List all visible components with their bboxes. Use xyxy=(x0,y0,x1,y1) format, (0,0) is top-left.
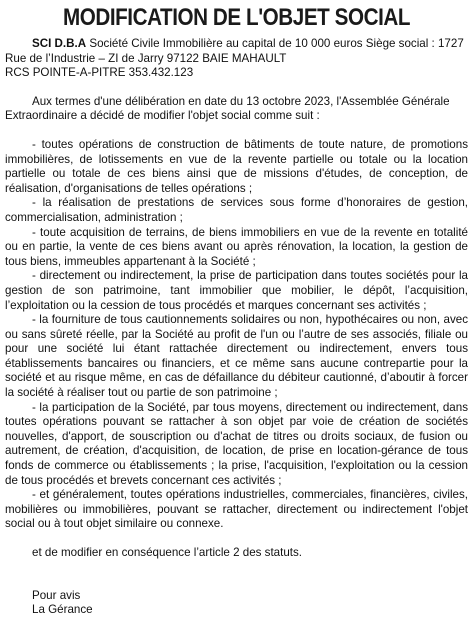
intro-paragraph: Aux termes d'une délibération en date du 13 octobre 2023, l'Assemblée Générale Extraordinaire a décidé de modifier l'objet social comme suit : xyxy=(5,94,450,123)
object-item: - et généralement, toutes opérations industrielles, commerciales, financières, civiles, mobilières ou immobilières, pouvant se rattacher, directement ou indirectement l'objet social ou à tout objet similaire ou connexe. xyxy=(5,488,468,531)
notice-title: MODIFICATION DE L'OBJET SOCIAL xyxy=(62,4,411,31)
object-item: - la fourniture de tous cautionnements solidaires ou non, hypothécaires ou non, avec ou sans sûreté réelle, par la Société au profit de l'un ou l’autre de ses associés, filiale ou pour une société lui étant rattachée directement ou indirectement, envers tous établissements bancaires ou financiers, et ce même sans aucune contrepartie pour la société et au risque même, en cas de défaillance du débiteur cautionné, d’aboutir à forcer la société à réaliser tout ou partie de son patrimoine ; xyxy=(5,313,468,400)
object-items xyxy=(5,138,468,532)
rcs-registration: RCS POINTE-A-PITRE 353.432.123 xyxy=(5,66,194,80)
object-item: - toute acquisition de terrains, de biens immobiliers en vue de la revente en totalité ou en partie, la vente de ces biens avant ou après rénovation, la location, la gestion de tous biens, immeubles appartenant à la Société ; xyxy=(5,225,468,268)
company-name: SCI D.B.A xyxy=(32,37,87,50)
object-item: - la participation de la Société, par tous moyens, directement ou indirectement, dans toutes opérations pouvant se rattacher à son objet par voie de création de sociétés nouvelles, d'apport, de souscription ou d'achat de titres ou droits sociaux, de fusion ou autrement, de création, d'acquisition, de location, de prise en location-gérance de tous fonds de commerce ou établissements ; la prise, l'acquisition, l'exploitation ou la cession de tous procédés et brevets concernant ces activités ; xyxy=(5,400,468,487)
signature-line-2: La Gérance xyxy=(32,603,93,617)
object-item: - toutes opérations de construction de bâtiments de toute nature, de promotions immobilières, de lotissements en vue de la revente partielle ou totale ou la location partielle ou totale de ces biens ainsi que de missions d'études, de conception, de réalisation, d'organisations de telles opérations ; xyxy=(5,137,468,195)
closing-paragraph: et de modifier en conséquence l’article 2 des statuts. xyxy=(32,546,303,559)
signature-block xyxy=(32,589,468,618)
object-item: - la réalisation de prestations de services sous forme d’honoraires de gestion, commercialisation, administration ; xyxy=(5,196,468,224)
company-details: Société Civile Immobilière au capital de 10 000 euros Siège social : 1727 Rue de l’Industrie – ZI de Jarry 97122 BAIE MAHAULT xyxy=(5,37,464,65)
signature-line-1: Pour avis xyxy=(32,588,81,602)
object-item: - directement ou indirectement, la prise de participation dans toutes sociétés pour la gestion de son patrimoine, tant immobilier que mobilier, le dépôt, l’acquisition, l’exploitation ou la cession de tous procédés et marques concernant ses activités ; xyxy=(5,269,468,312)
company-header xyxy=(5,37,468,66)
